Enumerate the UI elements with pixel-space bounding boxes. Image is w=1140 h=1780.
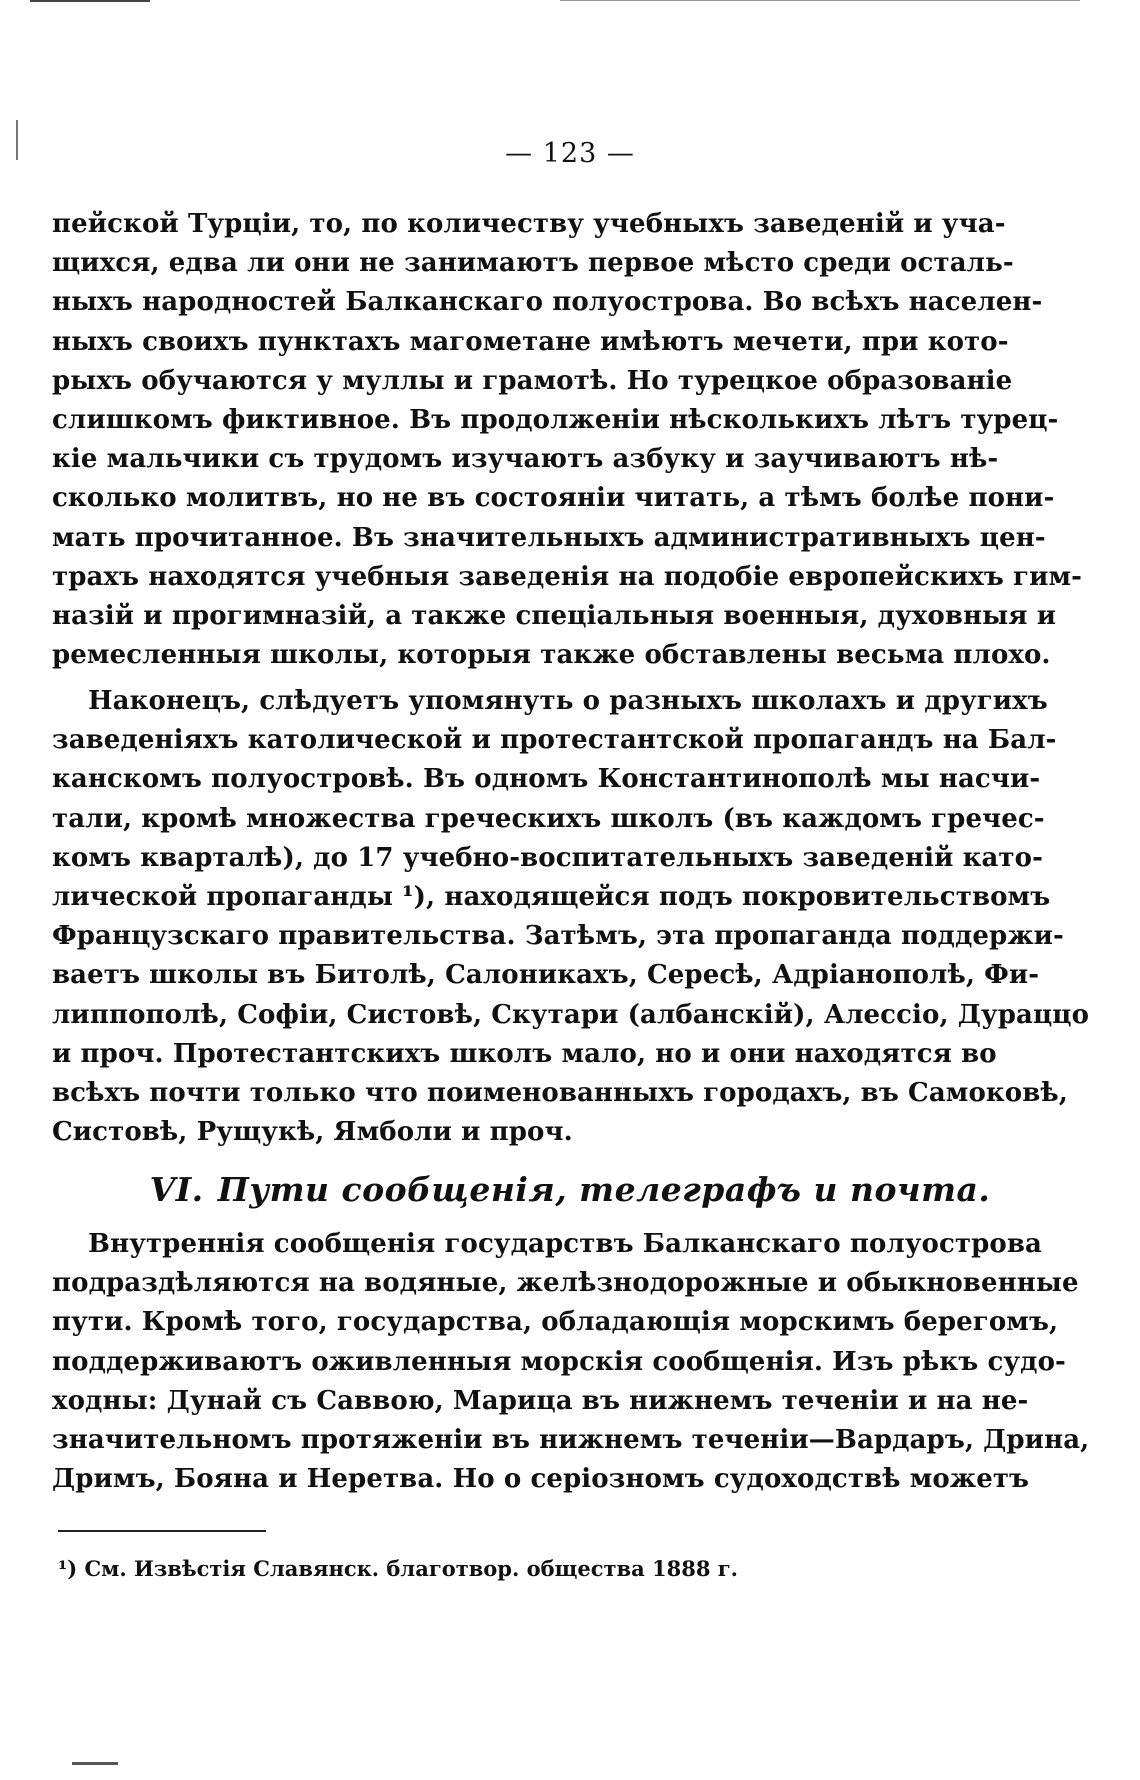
page-number: — 123 — [505,138,635,169]
scan-artifact-top-right [560,0,1080,1]
text-line: всѣхъ почти только что поименованныхъ городахъ, въ Самоковѣ, [52,1077,1068,1108]
text-line: Наконецъ, слѣдуетъ упомянуть о разныхъ школахъ и другихъ [88,686,1048,716]
text-line: подраздѣляются на водяные, желѣзнодорожные и обыкновенные [52,1268,1079,1299]
text-line: ныхъ народностей Балканскаго полуострова. Во всѣхъ населен- [52,287,1043,318]
paragraph-3 [52,1225,1090,1499]
section-heading [0,1170,1140,1209]
text-line: пейской Турціи, то, по количеству учебныхъ заведеній и уча- [52,209,1006,239]
text-line: мать прочитанное. Въ значительныхъ административныхъ цен- [52,522,1046,553]
text-line: кіе мальчики съ трудомъ изучаютъ азбуку и заучиваютъ нѣ- [52,444,999,475]
text-line: щихся, едва ли они не занимаютъ первое мѣсто среди осталь- [52,248,1014,279]
text-line: и проч. Протестантскихъ школъ мало, но и они находятся во [52,1038,997,1069]
text-line: лической пропаганды ¹), находящейся подъ покровительствомъ [52,881,1051,912]
paragraph-1 [52,205,1083,675]
text-line: липпополѣ, Софіи, Систовѣ, Скутари (албанскій), Алессіо, Дураццо [52,999,1090,1030]
scan-artifact-top [30,0,150,2]
text-line: ремесленныя школы, которыя также обставлены весьма плохо. [52,640,1051,671]
text-line: сколько молитвъ, но не въ состояніи читать, а тѣмъ болѣе пони- [52,483,1055,514]
text-line: комъ кварталѣ), до 17 учебно-воспитательныхъ заведеній като- [52,842,1043,873]
text-line: Дримъ, Бояна и Неретва. Но о серіозномъ судоходствѣ можетъ [52,1464,1030,1495]
scan-artifact-bottom [72,1762,118,1765]
footnote: ¹) См. Извѣстія Славянск. благотвор. общества 1888 г. [58,1556,738,1581]
text-line: рыхъ обучаются у муллы и грамотѣ. Но турецкое образованіе [52,365,1013,396]
text-line: пути. Кромѣ того, государства, обладающія морскимъ берегомъ, [52,1307,1059,1338]
text-line: назій и прогимназій, а также спеціальныя военныя, духовныя и [52,600,1057,631]
footnote-divider [58,1530,266,1532]
text-line: Внутреннія сообщенія государствъ Балканскаго полуострова [88,1229,1042,1259]
text-line: поддерживаютъ оживленныя морскія сообщенія. Изъ рѣкъ судо- [52,1346,1066,1377]
text-line: трахъ находятся учебныя заведенія на подобіе европейскихъ гим- [52,561,1083,592]
text-line: канскомъ полуостровѣ. Въ одномъ Константинополѣ мы насчи- [52,764,1041,795]
text-line: слишкомъ фиктивное. Въ продолженіи нѣсколькихъ лѣтъ турец- [52,404,1059,435]
text-line: тали, кромѣ множества греческихъ школъ (въ каждомъ гречес- [52,803,1045,834]
section-title: Пути сообщенія, телеграфъ и почта. [217,1170,991,1209]
paragraph-2 [52,682,1090,1152]
text-line: ныхъ своихъ пунктахъ магометане имѣютъ мечети, при кото- [52,326,1009,357]
text-line: Французскаго правительства. Затѣмъ, эта пропаганда поддержи- [52,921,1064,952]
text-line: значительномъ протяженіи въ нижнемъ теченіи—Вардаръ, Дрина, [52,1424,1090,1455]
text-line: Систовѣ, Рущукѣ, Ямболи и проч. [52,1117,573,1148]
section-numeral: VI. [149,1170,204,1209]
text-line: ходны: Дунай съ Саввою, Марица въ нижнемъ теченіи и на не- [52,1385,1029,1416]
text-line: заведеніяхъ католической и протестантской пропагандъ на Бал- [52,725,1057,756]
text-line: ваетъ школы въ Битолѣ, Салоникахъ, Сересѣ, Адріанополѣ, Фи- [52,960,1040,991]
